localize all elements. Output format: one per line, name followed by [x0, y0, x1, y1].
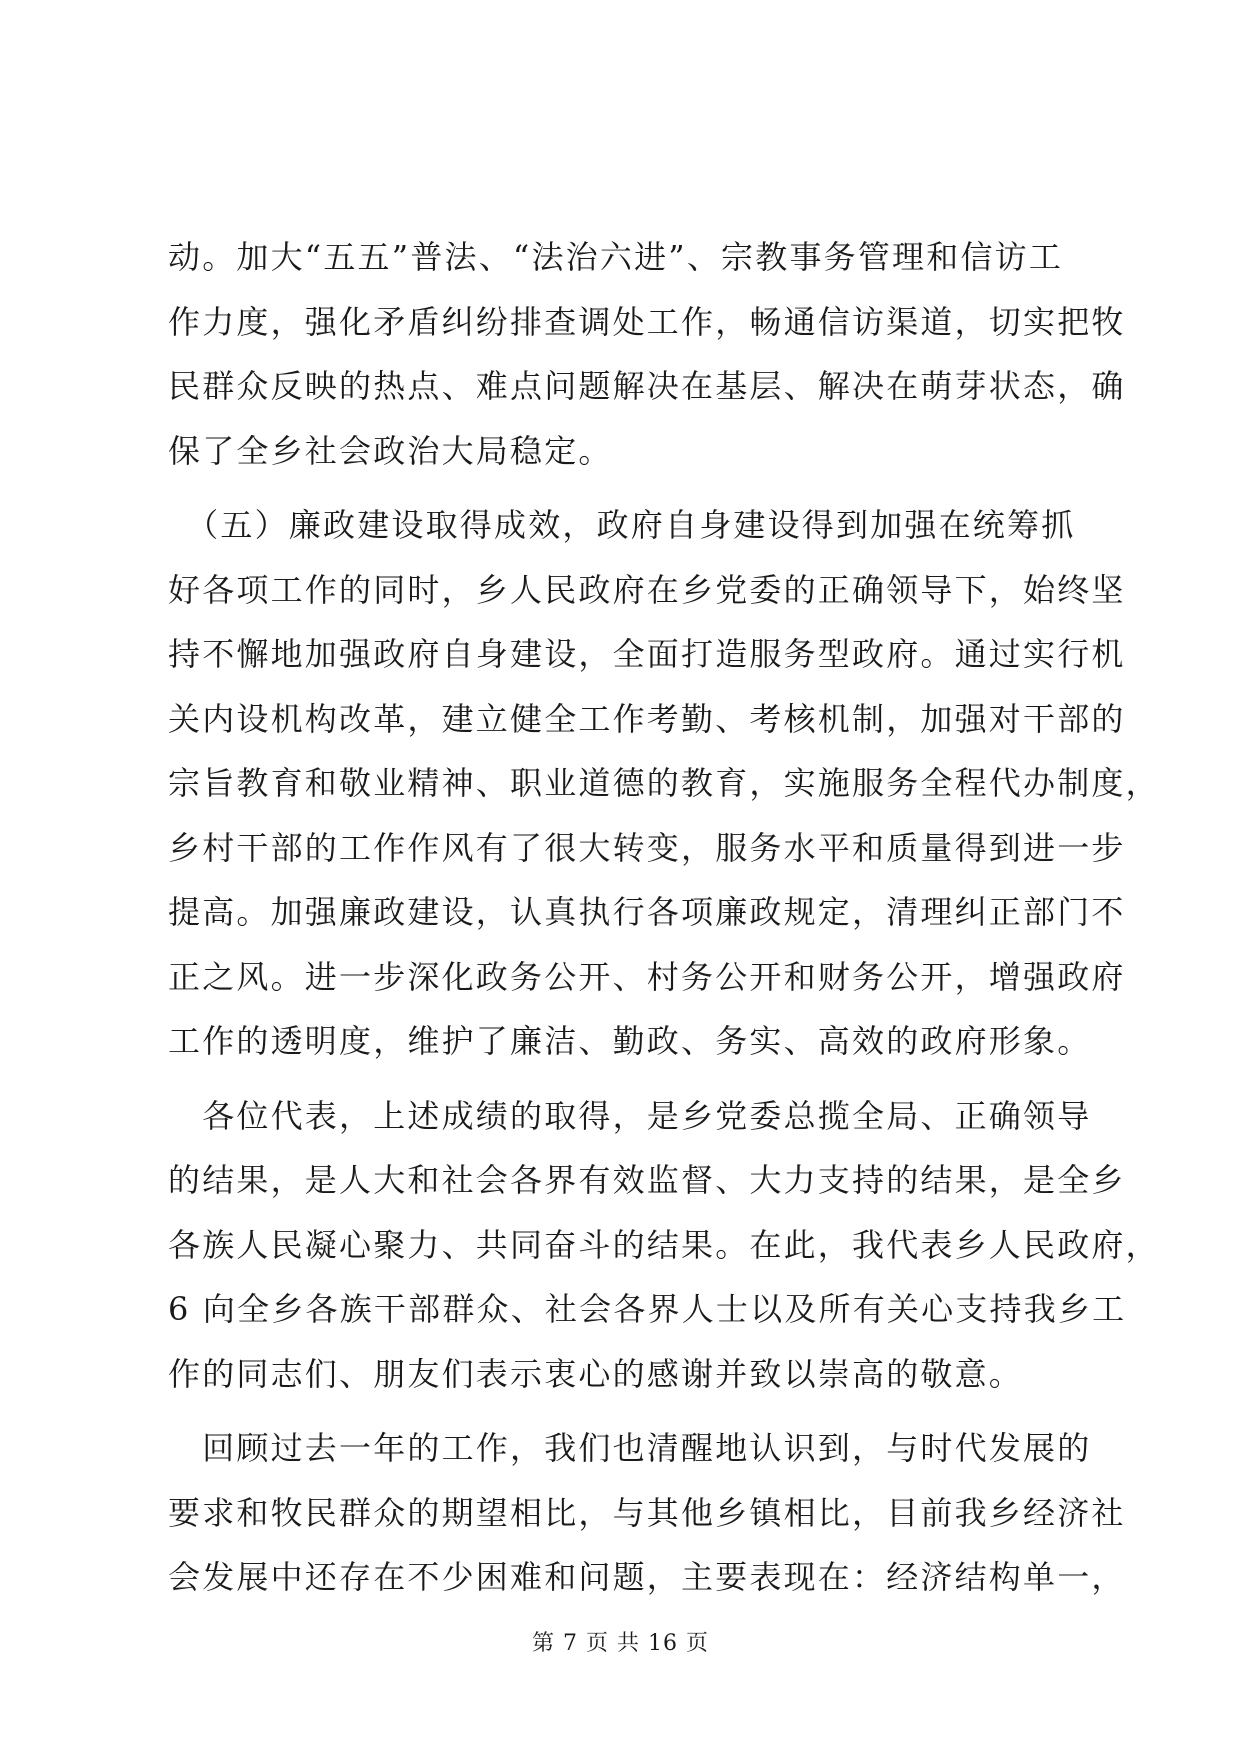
paragraph-gap — [168, 483, 1078, 493]
text-line: 民群众反映的热点、难点问题解决在基层、解决在萌芽状态，确 — [168, 367, 1126, 405]
text-line: （五）廉政建设取得成效，政府自身建设得到加强在统筹抓 — [168, 506, 1076, 544]
paragraph-gap — [168, 1074, 1078, 1084]
text-line: 工作的透明度，维护了廉洁、勤政、务实、高效的政府形象。 — [168, 1022, 1092, 1060]
text-line: 回顾过去一年的工作，我们也清醒地认识到，与时代发展的 — [168, 1429, 1092, 1467]
body-text — [168, 225, 1160, 1610]
text-line: 持不懈地加强政府自身建设，全面打造服务型政府。通过实行机 — [168, 635, 1126, 673]
text-line: 要求和牧民群众的期望相比，与其他乡镇相比，目前我乡经济社 — [168, 1493, 1126, 1532]
text-line: 作力度，强化矛盾纠纷排查调处工作，畅通信访渠道，切实把牧 — [168, 302, 1126, 341]
text-line: 正之风。进一步深化政务公开、村务公开和财务公开，增强政府 — [168, 957, 1126, 996]
text-line: 宗旨教育和敬业精神、职业道德的教育，实施服务全程代办制度， — [168, 764, 1160, 802]
paragraph-gap — [168, 1406, 1078, 1416]
text-line: 动。加大“五五”普法、“法治六进”、宗教事务管理和信访工 — [168, 238, 1064, 276]
text-line: 会发展中还存在不少困难和问题，主要表现在：经济结构单一， — [168, 1558, 1126, 1596]
text-line: 好各项工作的同时，乡人民政府在乡党委的正确领导下，始终坚 — [168, 570, 1126, 609]
text-line: 作的同志们、朋友们表示衷心的感谢并致以崇高的敬意。 — [168, 1354, 1024, 1393]
text-line: 乡村干部的工作作风有了很大转变，服务水平和质量得到进一步 — [168, 828, 1126, 867]
text-line: 各位代表，上述成绩的取得，是乡党委总揽全局、正确领导 — [168, 1096, 1092, 1135]
text-line: 各族人民凝心聚力、共同奋斗的结果。在此，我代表乡人民政府， — [168, 1225, 1160, 1264]
text-line: 提高。加强廉政建设，认真执行各项廉政规定，清理纠正部门不 — [168, 893, 1126, 931]
text-line: 关内设机构改革，建立健全工作考勤、考核机制，加强对干部的 — [168, 699, 1126, 738]
text-line: 6 向全乡各族干部群众、社会各界人士以及所有关心支持我乡工 — [168, 1290, 1127, 1328]
page-number-footer: 第 7 页 共 16 页 — [532, 1631, 709, 1656]
text-line: 保了全乡社会政治大局稳定。 — [168, 431, 613, 470]
text-line: 的结果，是人大和社会各界有效监督、大力支持的结果，是全乡 — [168, 1161, 1126, 1199]
